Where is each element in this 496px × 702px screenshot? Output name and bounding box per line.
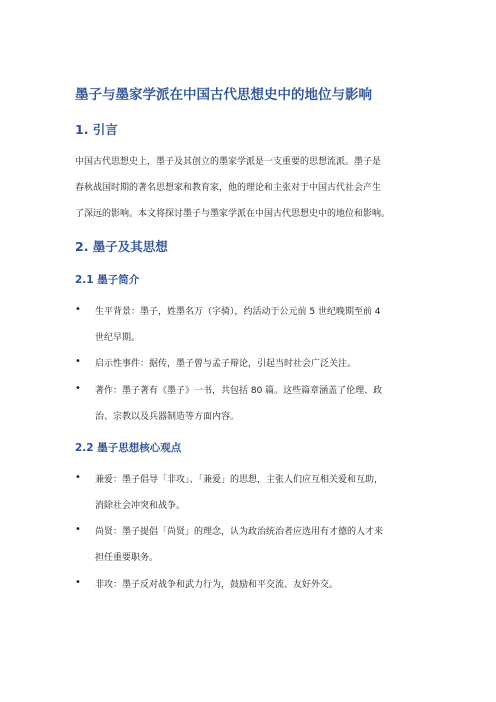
bullet-marker: • — [75, 356, 81, 367]
list-item: 非攻：墨子反对战争和武力行为，鼓励和平交流、友好外交。 — [95, 580, 339, 590]
paragraph-line: 春秋战国时期的著名思想家和教育家，他的理论和主张对于中国古代社会产生 — [75, 183, 382, 193]
list-item: 尚贤：墨子提倡「尚贤」的理念，认为政治统治者应选用有才德的人才来 — [95, 527, 384, 537]
bullet-marker: • — [75, 304, 81, 315]
list-item-continuation: 担任重要职务。 — [95, 553, 159, 563]
list-item-continuation: 治、宗教以及兵器制造等方面内容。 — [95, 412, 240, 422]
section-1-heading: 1. 引言 — [75, 122, 118, 137]
list-item: 兼爱：墨子倡导「非攻」、「兼爱」的思想，主张人们应互相关爱和互助， — [95, 475, 384, 485]
subsection-2-1-heading: 2.1 墨子简介 — [75, 274, 140, 286]
list-item: 著作：墨子著有《墨子》一书，共包括 80 篇。这些篇章涵盖了伦理、政 — [95, 386, 383, 396]
bullet-marker: • — [75, 472, 81, 483]
paragraph-line: 中国古代思想史上，墨子及其创立的墨家学派是一支重要的思想流派。墨子是 — [75, 157, 382, 167]
list-item-continuation: 消除社会冲突和战争。 — [95, 501, 186, 511]
page-title: 墨子与墨家学派在中国古代思想史中的地位与影响 — [75, 87, 372, 103]
list-item: 启示性事件：据传，墨子曾与孟子辩论，引起当时社会广泛关注。 — [95, 359, 357, 369]
list-item-continuation: 世纪早期。 — [95, 333, 141, 343]
paragraph-line: 了深远的影响。本文将探讨墨子与墨家学派在中国古代思想史中的地位和影响。 — [75, 209, 391, 219]
list-item: 生平背景：墨子，姓墨名万（字骑），约活动于公元前 5 世纪晚期至前 4 — [95, 307, 381, 317]
bullet-marker: • — [75, 383, 81, 394]
section-2-heading: 2. 墨子及其思想 — [75, 239, 168, 254]
subsection-2-2-heading: 2.2 墨子思想核心观点 — [75, 442, 182, 454]
bullet-marker: • — [75, 524, 81, 535]
bullet-marker: • — [75, 577, 81, 588]
